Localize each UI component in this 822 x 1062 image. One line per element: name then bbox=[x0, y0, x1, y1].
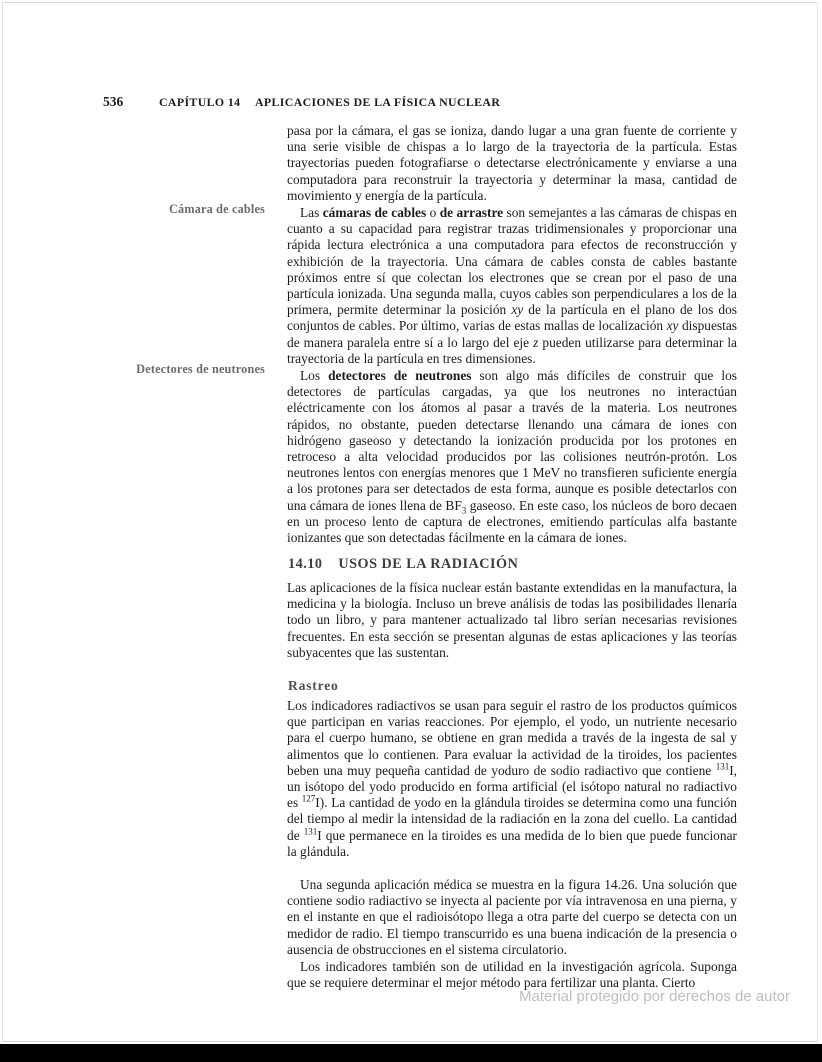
paragraph-aplicacion-medica: Una segunda aplicación médica se muestra en la figura 14.26. Una solución que contiene sodio radiactivo se inyecta al paciente por vía intravenosa en una pierna, y en el instante en que el radioisótopo llega a otra parte del cuerpo se detecta con un medidor de radio. El tiempo transcurrido es una buena indicación de la presencia o ausencia de obstrucciones en el sistema circulatorio. bbox=[287, 877, 737, 957]
paragraph-rastreo-yodo: Los indicadores radiactivos se usan para seguir el rastro de los productos químicos que participan en varias reacciones. Por ejemplo, el yodo, un nutriente necesario para el cuerpo humano, se obtiene en gran medida a través de la ingesta de sal y alimentos que lo contienen. Para evaluar la actividad de la tiroides, los pacientes beben una muy pequeña cantidad de yoduro de sodio radiactivo que contiene $^{131}$I, un isótopo del yodo producido en forma artificial (el isótopo natural no radiactivo es $^{127}$I). La cantidad de yodo en la glándula tiroides se determina como una función del tiempo al medir la intensidad de la radiación en la zona del cuello. La cantidad de $^{131}$I que permanece en la tiroides es una medida de lo bien que puede funcionar la glándula. bbox=[287, 698, 737, 859]
section-heading bbox=[288, 556, 738, 573]
running-head-title: APLICACIONES DE LA FÍSICA NUCLEAR bbox=[255, 95, 501, 109]
chapter-label: CAPÍTULO 14 bbox=[159, 95, 241, 109]
section-title: USOS DE LA RADIACIÓN bbox=[338, 556, 519, 572]
margin-note-detectores-de-neutrones: Detectores de neutrones bbox=[136, 362, 265, 376]
page-header bbox=[0, 94, 822, 112]
section-number: 14.10 bbox=[288, 556, 323, 572]
copyright-watermark: Material protegido por derechos de autor bbox=[519, 988, 790, 1005]
paragraph-spark-chamber-continuation: pasa por la cámara, el gas se ioniza, dando lugar a una gran fuente de corriente y una serie visible de chispas a lo largo de la trayectoria de la partícula. Estas trayectorias pueden fotografiarse o detectarse electrónicamente y enviarse a una computadora para reconstruir la trayectoria y determinar la masa, cantidad de movimiento y energía de la partícula. bbox=[287, 123, 737, 203]
paragraph-camaras-de-cables: Las cámaras de cables o de arrastre son semejantes a las cámaras de chispas en cuanto a su capacidad para registrar trazas tridimensionales y proporcionar una rápida lectura electrónica a una computadora para efectos de reconstrucción y exhibición de la trayectoria. Una cámara de cables consta de cables bastante próximos entre sí que colectan los electrones que se crean por el paso de una partícula ionizada. Una segunda malla, cuyos cables son perpendiculares a los de la primera, permite determinar la posición xy de la partícula en el plano de los dos conjuntos de cables. Por último, varias de estas mallas de localización xy dispuestas de manera paralela entre sí a lo largo del eje z pueden utilizarse para determinar la trayectoria de la partícula en tres dimensiones. bbox=[287, 205, 737, 366]
paragraph-investigacion-agricola: Los indicadores también son de utilidad en la investigación agrícola. Suponga que se requiere determinar el mejor método para fertilizar una planta. Cierto bbox=[287, 959, 737, 991]
subsection-heading-rastreo: Rastreo bbox=[288, 678, 339, 693]
paragraph-usos-intro: Las aplicaciones de la física nuclear están bastante extendidas en la manufactura, la medicina y la biología. Incluso un breve análisis de todas las posibilidades llenaría todo un libro, y para mantener actualizado tal libro serían necesarias revisiones frecuentes. En esta sección se presentan algunas de estas aplicaciones y las teorías subyacentes que las sustentan. bbox=[287, 580, 737, 660]
margin-note-camara-de-cables: Cámara de cables bbox=[169, 202, 265, 216]
scan-bottom-bar bbox=[0, 1044, 822, 1062]
page-number: 536 bbox=[103, 94, 124, 109]
paragraph-detectores-de-neutrones: Los detectores de neutrones son algo más difíciles de construir que los detectores de partículas cargadas, ya que los neutrones no interactúan eléctricamente con los átomos al pasar a través de la materia. Los neutrones rápidos, no obstante, pueden detectarse llenando una cámara de iones con hidrógeno gaseoso y detectando la ionización producida por los protones en retroceso a alta velocidad producidos por las colisiones neutrón-protón. Los neutrones lentos con energías menores que 1 MeV no transfieren suficiente energía a los protones para ser detectados de esta forma, aunque es posible detectarlos con una cámara de iones llena de $BF_3$ gaseoso. En este caso, los núcleos de boro decaen en un proceso lento de captura de electrones, emitiendo partículas alfa bastante ionizantes que son detectadas fácilmente en la cámara de iones. bbox=[287, 368, 738, 546]
